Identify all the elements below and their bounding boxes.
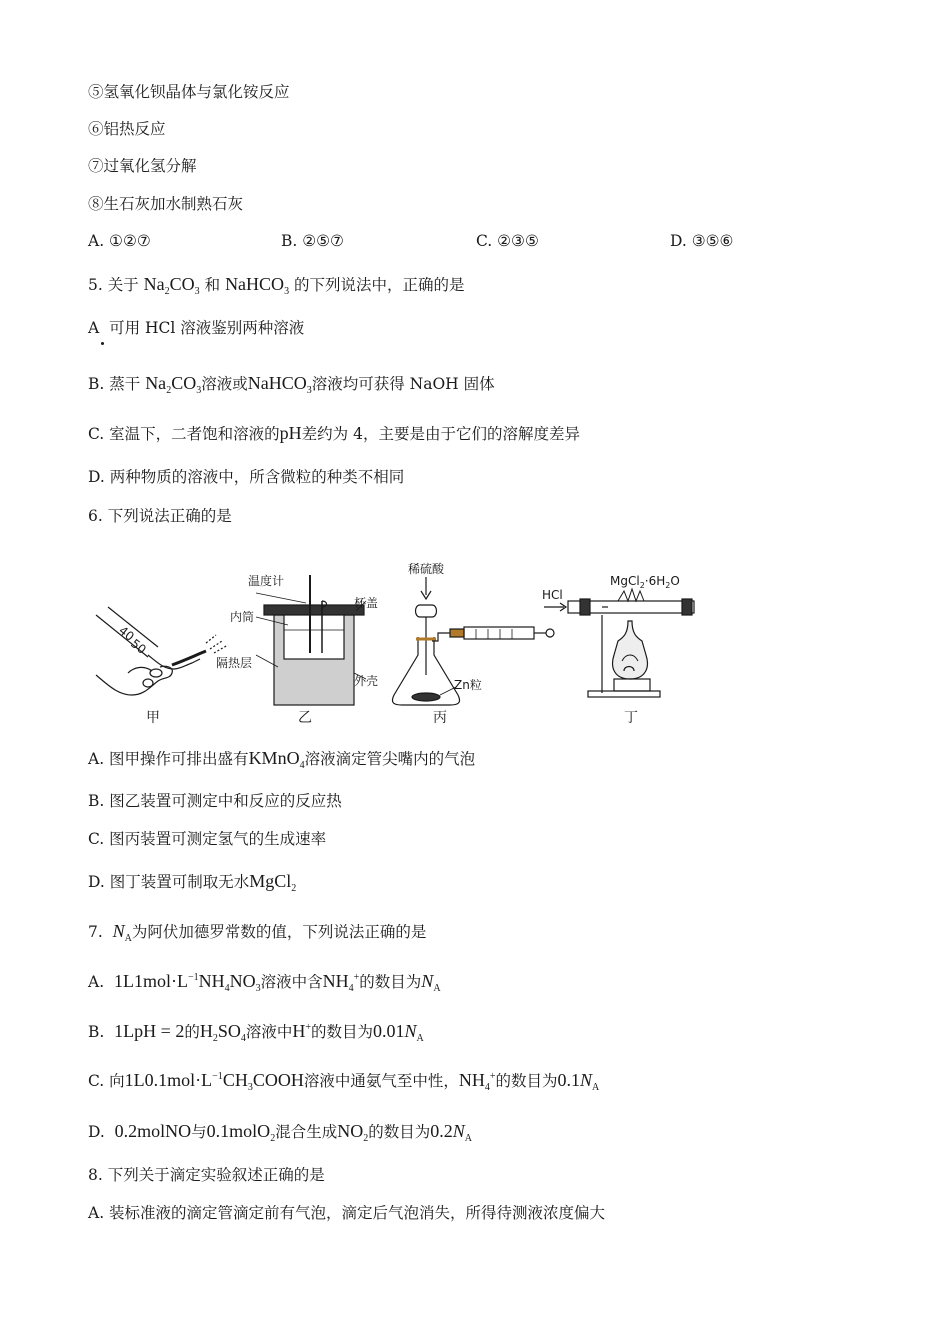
figure-d-heating xyxy=(544,589,694,697)
question-6-option-d: D. 图丁装置可制取无水MgCl$_2$ xyxy=(88,871,297,894)
question-6-stem: 6. 下列说法正确的是 xyxy=(88,507,232,525)
q4-option-c: C. ②③⑤ xyxy=(476,232,539,250)
question-5-option-a: A 可用 HCl 溶液鉴别两种溶液 xyxy=(88,319,305,337)
question-8-stem: 8. 下列关于滴定实验叙述正确的是 xyxy=(88,1166,325,1184)
question-6-option-c: C. 图丙装置可测定氢气的生成速率 xyxy=(88,830,327,848)
label-lid: 杯盖 xyxy=(354,596,379,610)
label-thermometer: 温度计 xyxy=(248,574,285,588)
question-6-option-b: B. 图乙装置可测定中和反应的反应热 xyxy=(88,792,342,810)
q4-option-b: B. ②⑤⑦ xyxy=(281,232,344,250)
question-7-option-c: C. 向$1L0.1mol\cdot L^{-1}CH_3COOH$溶液中通氨气至中性，$NH_4^+$的数目为$0.1N_A$ xyxy=(88,1070,600,1093)
option-a-dot xyxy=(101,342,104,345)
caption-b: 乙 xyxy=(298,710,312,726)
buret-mark-40: 40 xyxy=(116,623,137,644)
figure-b-calorimeter xyxy=(256,575,366,705)
label-zinc-granules: Zn粒 xyxy=(454,678,482,692)
question-7-option-b: B. 1LpH = 2的$H_2SO_4$溶液中H+的数目为$0.01N_A$ xyxy=(88,1021,424,1044)
label-dilute-sulfuric-acid: 稀硫酸 xyxy=(408,562,445,576)
question-5-option-b: B. 蒸干 $Na_2CO_3$溶液或NaHCO$_3$溶液均可获得 NaOH 固体 xyxy=(88,373,495,396)
q4-option-d: D. ③⑤⑥ xyxy=(670,232,734,250)
question-8-option-a: A. 装标准液的滴定管滴定前有气泡，滴定后气泡消失，所得待测液浓度偏大 xyxy=(88,1204,606,1222)
question-5-stem: 5. 关于 $Na_2CO_3$ 和 NaHCO$_3$ 的下列说法中，正确的是 xyxy=(88,274,465,297)
question-7-option-d: D. 0.2molNO与0.1molO$_2$混合生成$NO_2$的数目为$0.2N_A$ xyxy=(88,1121,472,1144)
list-item-6: ⑥铝热反应 xyxy=(88,120,166,138)
label-inner-cylinder: 内筒 xyxy=(230,610,255,624)
caption-d: 丁 xyxy=(624,710,638,726)
caption-c: 丙 xyxy=(433,710,447,726)
list-item-8: ⑧生石灰加水制熟石灰 xyxy=(88,195,244,213)
apparatus-drawings xyxy=(88,555,708,730)
label-mgcl2-hydrate: $MgCl_2\cdot 6H_2O$ xyxy=(610,574,680,590)
question-7-stem: 7. $N_A$为阿伏加德罗常数的值，下列说法正确的是 xyxy=(88,921,427,944)
apparatus-figure xyxy=(88,555,708,730)
label-hcl: HCl xyxy=(542,588,563,602)
figure-a-buret xyxy=(96,607,228,695)
label-shell: 外壳 xyxy=(354,674,379,688)
buret-mark-50: 50 xyxy=(128,636,149,657)
label-insulation: 隔热层 xyxy=(216,656,253,670)
question-5-option-c: C. 室温下，二者饱和溶液的pH差约为 4，主要是由于它们的溶解度差异 xyxy=(88,423,580,443)
list-item-5: ⑤氢氧化钡晶体与氯化铵反应 xyxy=(88,83,290,101)
caption-a: 甲 xyxy=(146,710,160,726)
q4-option-a: A. ①②⑦ xyxy=(88,232,151,250)
question-7-option-a: A. $1L1mol\cdot L^{-1}NH_4NO_3$溶液中含$NH_4^+$的数目为$N_A$ xyxy=(88,971,441,994)
list-item-7: ⑦过氧化氢分解 xyxy=(88,157,197,175)
question-6-option-a: A. 图甲操作可排出盛有KMnO$_4$溶液滴定管尖嘴内的气泡 xyxy=(88,748,476,771)
question-5-option-d: D. 两种物质的溶液中，所含微粒的种类不相同 xyxy=(88,468,405,486)
